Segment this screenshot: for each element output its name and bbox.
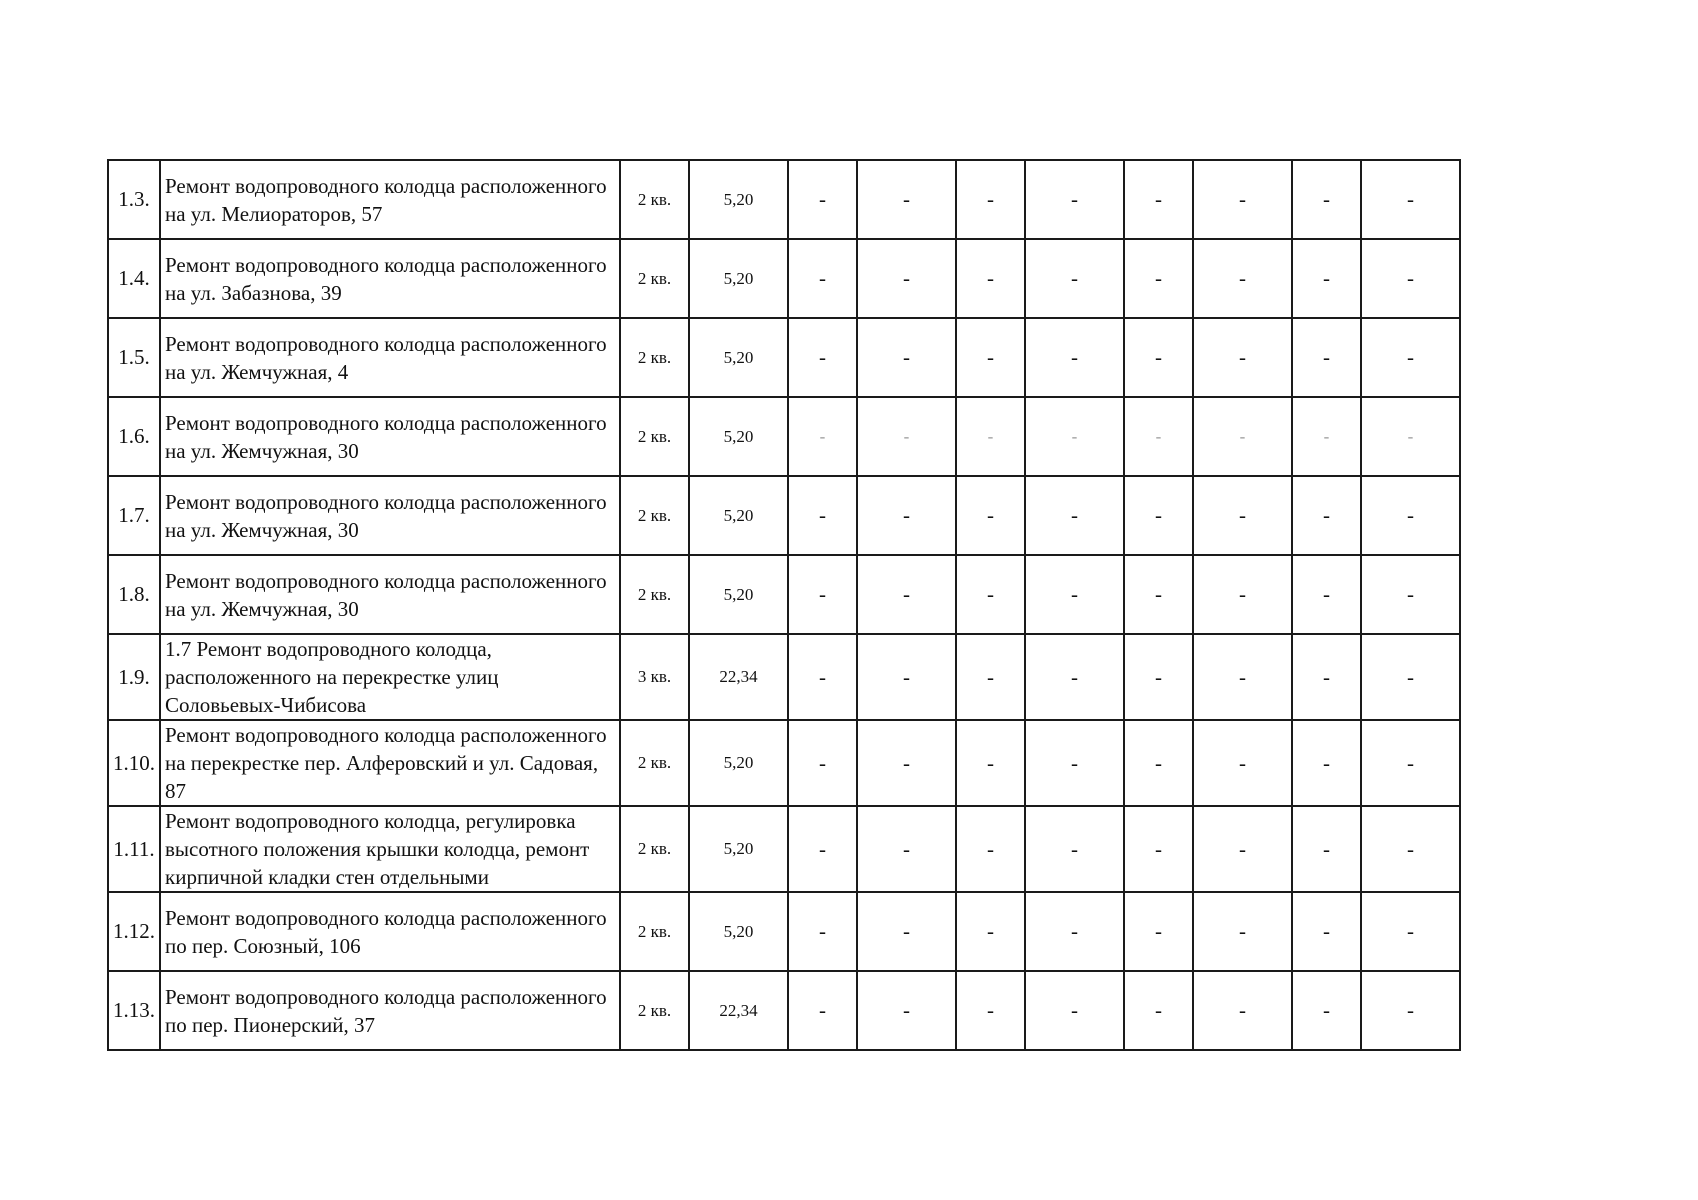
work-description: Ремонт водопроводного колодца расположенного на ул. Жемчужная, 30 — [160, 476, 620, 555]
empty-value-cell: - — [956, 720, 1025, 806]
amount-cell: 5,20 — [689, 397, 788, 476]
row-number: 1.8. — [108, 555, 160, 634]
empty-value-cell: - — [1193, 806, 1292, 892]
row-number: 1.13. — [108, 971, 160, 1050]
empty-value-cell: - — [857, 634, 956, 720]
empty-value-cell: - — [1292, 397, 1361, 476]
empty-value-cell: - — [1124, 160, 1193, 239]
work-description: Ремонт водопроводного колодца расположенного на перекрестке пер. Алферовский и ул. Садовая, 87 — [160, 720, 620, 806]
works-table — [107, 159, 1461, 1051]
empty-value-cell: - — [857, 397, 956, 476]
work-description: Ремонт водопроводного колодца, регулировка высотного положения крышки колодца, ремонт кирпичной кладки стен отдельными — [160, 806, 620, 892]
empty-value-cell: - — [788, 555, 857, 634]
empty-value-cell: - — [857, 720, 956, 806]
empty-value-cell: - — [1361, 971, 1460, 1050]
empty-value-cell: - — [788, 892, 857, 971]
amount-cell: 5,20 — [689, 239, 788, 318]
table-row — [108, 634, 1460, 720]
quarter-cell: 2 кв. — [620, 318, 689, 397]
empty-value-cell: - — [956, 634, 1025, 720]
empty-value-cell: - — [1193, 892, 1292, 971]
empty-value-cell: - — [788, 160, 857, 239]
empty-value-cell: - — [857, 239, 956, 318]
work-description: Ремонт водопроводного колодца расположенного на ул. Забазнова, 39 — [160, 239, 620, 318]
empty-value-cell: - — [1124, 720, 1193, 806]
empty-value-cell: - — [956, 239, 1025, 318]
empty-value-cell: - — [1025, 892, 1124, 971]
empty-value-cell: - — [1292, 160, 1361, 239]
empty-value-cell: - — [788, 971, 857, 1050]
empty-value-cell: - — [1361, 476, 1460, 555]
empty-value-cell: - — [1124, 806, 1193, 892]
empty-value-cell: - — [956, 971, 1025, 1050]
empty-value-cell: - — [1124, 634, 1193, 720]
empty-value-cell: - — [1361, 397, 1460, 476]
empty-value-cell: - — [1292, 239, 1361, 318]
table-row — [108, 806, 1460, 892]
empty-value-cell: - — [1292, 476, 1361, 555]
empty-value-cell: - — [1124, 318, 1193, 397]
amount-cell: 5,20 — [689, 160, 788, 239]
empty-value-cell: - — [1292, 318, 1361, 397]
empty-value-cell: - — [956, 397, 1025, 476]
empty-value-cell: - — [788, 634, 857, 720]
table-row — [108, 971, 1460, 1050]
empty-value-cell: - — [1025, 720, 1124, 806]
amount-cell: 5,20 — [689, 720, 788, 806]
empty-value-cell: - — [1025, 634, 1124, 720]
table-body — [108, 160, 1460, 1050]
table-row — [108, 720, 1460, 806]
empty-value-cell: - — [1361, 806, 1460, 892]
row-number: 1.4. — [108, 239, 160, 318]
empty-value-cell: - — [956, 555, 1025, 634]
row-number: 1.10. — [108, 720, 160, 806]
quarter-cell: 2 кв. — [620, 806, 689, 892]
row-number: 1.11. — [108, 806, 160, 892]
empty-value-cell: - — [1025, 476, 1124, 555]
table-row — [108, 397, 1460, 476]
quarter-cell: 2 кв. — [620, 971, 689, 1050]
empty-value-cell: - — [1025, 971, 1124, 1050]
table-row — [108, 239, 1460, 318]
empty-value-cell: - — [1193, 720, 1292, 806]
empty-value-cell: - — [1124, 397, 1193, 476]
amount-cell: 5,20 — [689, 555, 788, 634]
empty-value-cell: - — [1193, 971, 1292, 1050]
work-description: Ремонт водопроводного колодца расположенного на ул. Жемчужная, 30 — [160, 555, 620, 634]
empty-value-cell: - — [1025, 239, 1124, 318]
empty-value-cell: - — [1361, 892, 1460, 971]
empty-value-cell: - — [1124, 971, 1193, 1050]
empty-value-cell: - — [1292, 806, 1361, 892]
work-description: Ремонт водопроводного колодца расположенного на ул. Жемчужная, 30 — [160, 397, 620, 476]
empty-value-cell: - — [956, 160, 1025, 239]
empty-value-cell: - — [1361, 239, 1460, 318]
empty-value-cell: - — [1124, 476, 1193, 555]
empty-value-cell: - — [1124, 555, 1193, 634]
quarter-cell: 2 кв. — [620, 892, 689, 971]
row-number: 1.6. — [108, 397, 160, 476]
quarter-cell: 2 кв. — [620, 397, 689, 476]
empty-value-cell: - — [857, 318, 956, 397]
empty-value-cell: - — [1025, 318, 1124, 397]
empty-value-cell: - — [788, 397, 857, 476]
quarter-cell: 2 кв. — [620, 160, 689, 239]
quarter-cell: 2 кв. — [620, 239, 689, 318]
work-description: 1.7 Ремонт водопроводного колодца, расположенного на перекрестке улиц Соловьевых-Чибисова — [160, 634, 620, 720]
amount-cell: 5,20 — [689, 892, 788, 971]
empty-value-cell: - — [788, 720, 857, 806]
empty-value-cell: - — [788, 806, 857, 892]
empty-value-cell: - — [956, 318, 1025, 397]
empty-value-cell: - — [1193, 634, 1292, 720]
empty-value-cell: - — [1361, 160, 1460, 239]
amount-cell: 22,34 — [689, 971, 788, 1050]
empty-value-cell: - — [1124, 892, 1193, 971]
empty-value-cell: - — [1025, 555, 1124, 634]
empty-value-cell: - — [1361, 318, 1460, 397]
amount-cell: 22,34 — [689, 634, 788, 720]
quarter-cell: 3 кв. — [620, 634, 689, 720]
empty-value-cell: - — [1193, 555, 1292, 634]
table-row — [108, 555, 1460, 634]
amount-cell: 5,20 — [689, 476, 788, 555]
empty-value-cell: - — [1025, 806, 1124, 892]
table-row — [108, 318, 1460, 397]
empty-value-cell: - — [1193, 476, 1292, 555]
empty-value-cell: - — [956, 476, 1025, 555]
empty-value-cell: - — [857, 971, 956, 1050]
empty-value-cell: - — [788, 476, 857, 555]
empty-value-cell: - — [1292, 892, 1361, 971]
work-description: Ремонт водопроводного колодца расположенного по пер. Союзный, 106 — [160, 892, 620, 971]
empty-value-cell: - — [788, 239, 857, 318]
work-description: Ремонт водопроводного колодца расположенного на ул. Жемчужная, 4 — [160, 318, 620, 397]
row-number: 1.12. — [108, 892, 160, 971]
empty-value-cell: - — [1361, 720, 1460, 806]
table-row — [108, 160, 1460, 239]
empty-value-cell: - — [1361, 555, 1460, 634]
empty-value-cell: - — [857, 160, 956, 239]
table-row — [108, 892, 1460, 971]
empty-value-cell: - — [1193, 160, 1292, 239]
empty-value-cell: - — [1193, 318, 1292, 397]
quarter-cell: 2 кв. — [620, 720, 689, 806]
work-description: Ремонт водопроводного колодца расположенного по пер. Пионерский, 37 — [160, 971, 620, 1050]
empty-value-cell: - — [956, 892, 1025, 971]
empty-value-cell: - — [1025, 160, 1124, 239]
empty-value-cell: - — [857, 892, 956, 971]
row-number: 1.3. — [108, 160, 160, 239]
amount-cell: 5,20 — [689, 318, 788, 397]
amount-cell: 5,20 — [689, 806, 788, 892]
row-number: 1.7. — [108, 476, 160, 555]
work-description: Ремонт водопроводного колодца расположенного на ул. Мелиораторов, 57 — [160, 160, 620, 239]
empty-value-cell: - — [1193, 397, 1292, 476]
table-row — [108, 476, 1460, 555]
row-number: 1.9. — [108, 634, 160, 720]
empty-value-cell: - — [1292, 634, 1361, 720]
empty-value-cell: - — [1025, 397, 1124, 476]
empty-value-cell: - — [857, 555, 956, 634]
empty-value-cell: - — [857, 806, 956, 892]
empty-value-cell: - — [1292, 720, 1361, 806]
empty-value-cell: - — [1361, 634, 1460, 720]
empty-value-cell: - — [1292, 555, 1361, 634]
quarter-cell: 2 кв. — [620, 555, 689, 634]
empty-value-cell: - — [788, 318, 857, 397]
empty-value-cell: - — [956, 806, 1025, 892]
quarter-cell: 2 кв. — [620, 476, 689, 555]
row-number: 1.5. — [108, 318, 160, 397]
empty-value-cell: - — [1193, 239, 1292, 318]
empty-value-cell: - — [1124, 239, 1193, 318]
empty-value-cell: - — [857, 476, 956, 555]
empty-value-cell: - — [1292, 971, 1361, 1050]
